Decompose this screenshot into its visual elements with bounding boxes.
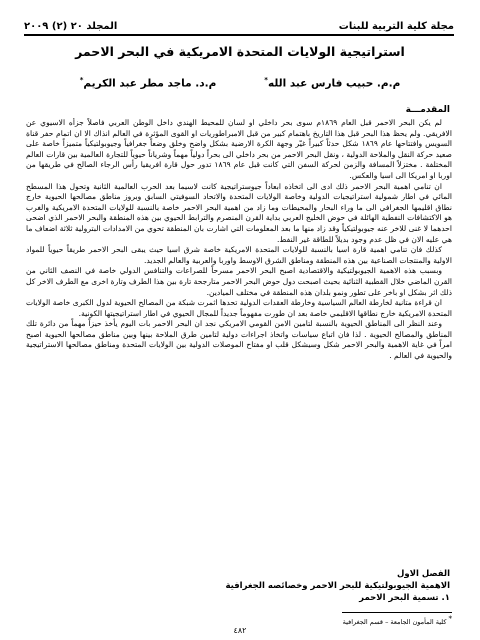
running-header bbox=[24, 14, 454, 32]
paragraph: ان قراءة متانية لخارطة العالم السياسية وخارطة العقدات الدولية تحدها اثمرت شبكة من المصالح الحيوية لدول الكبرى خاصة الولايات المتحدة الامريكية خارج نطاقها الاقليمي خاصة بعد ان طورت مفهوماً جديداً للمجال الحيوي في اطار استراتيجيتها الكونية. bbox=[26, 298, 452, 318]
paragraph: وعند النظر الى المناطق الحيوية بالنسبة لتامين الامن القومي الامريكي نجد ان البحر الاحمر بات اليوم يأخذ حيزاً مهماً من دائرة تلك المناطق والمصالح الحيوية . لذا فان اتباع سياسات واتخاذ اجراءات دولية لتامين طرق الملاحة بينها وبين مناطق مصالحها الحيوية اصبح امراً في غاية الاهمية والبحر الاحمر شكل وسيشكل قلب او مفتاح الموصلات الدولية بين الولايات المتحدة ومناطق مصالحها الاستراتيجية والحيوية في العالم . bbox=[26, 319, 452, 361]
intro-heading: المقدمـــة bbox=[405, 105, 450, 115]
body-text bbox=[26, 118, 452, 568]
paragraph: كذلك فان تنامي اهمية قارة اسيا بالنسبة للولايات المتحدة الامريكية خاصة شرق اسيا حيث يبقى البحر الاحمر طريقاً حيوياً للمواد الاولية والمنتجات الصناعية بين هذه المنطقة ومناطق الشرق الاوسط واوربا والعربية والعالم الجديد. bbox=[26, 245, 452, 265]
journal-name: مجلة كلية التربية للبنات bbox=[338, 21, 454, 32]
article-title: استراتيجية الولايات المتحدة الامريكية في البحر الاحمر bbox=[75, 44, 405, 59]
author-line bbox=[40, 76, 440, 90]
chapter-title: الاهمية الجيوبولتيكية للبحر الاحمر وخصائصه الجغرافية bbox=[225, 581, 450, 591]
chapter-block bbox=[225, 568, 450, 604]
author-second: م.د. ماجد مطر عبد الكريم* bbox=[79, 76, 217, 90]
footnote-marker: * bbox=[79, 76, 84, 84]
header-rule bbox=[24, 34, 454, 36]
paragraph: لم يكن البحر الاحمر قبل العام ١٨٦٩م سوى بحر داخلي او لسان للمحيط الهندي داخل الوطن العربي فاصلاً جزأه الاسيوي عن الافريقي. ولم يحظ هذا البحر قبل هذا التاريخ باهتمام كبير من قبل الامبراطوريات او القوى المؤثرة في العالم انذاك الا ان اتمام حفر قناة السويس وافتتاحها عام ١٨٦٩ شكل حدثاً كبيراً غيّر وجهة الكرة الارضية بشكل واضح وخلق وضعاً جغرافياً وجيوبولتيكياً متميزاً خاصة على صعيد حركة النقل والملاحة الدولية ، ونقل البحر الاحمر من بحر داخلي الى بحراً دولياً مهماً وشرياناً حيوياً للتجارة العالمية بين قارات العالم المختلفة . مختزلاً المسافة والزمن لحركة السفن التي كانت قبل عام ١٨٦٩ تدور حول قارة افريقيا رأس الرجاء الصالح في طريقها من اوربا او امريكا الى اسيا والعكس. bbox=[26, 118, 452, 180]
paragraph: ان تنامي اهمية البحر الاحمر ذلك ادى الى اتخاذه ابعاداً جيوستراتيجية كانت لاسيما بعد الحرب العالمية الثانية وتحول هذا المسطح المائي في اطار شمولية استراتيجيات الدولية وخاصة الولايات المتحدة والاتحاد السوفيتي السابق وبروز مناطق مصالحها الحيوية خارج نطاق اقليمها الجغرافي الى ما وراء البحار والمحيطات وما زاد من اهمية البحر الاحمر خاصة بالنسبة للولايات المتحدة الامريكية والغرب هو الاكتشافات النفطية الهائلة في حوض الخليج العربي بداية القرن المنصرم والترابط الحيوي بين هذه المنطقة والبحر الاحمر الذي اضحى احدهما لا غنى للاخر عنه جيوبولتيكياً وقد زاد منها ما بعد المعلومات التي اشارت بان المنطقة تحوي من الامدادات البترولية ثلاثة اضعاف ما هي عليه الان في ظل عدم وجود بديلاً للطاقة غير النفط. bbox=[26, 181, 452, 244]
paragraph: وبسبب هذه الاهمية الجيوبولتيكية والاقتصادية اصبح البحر الاحمر مسرحاً للصراعات والتنافس الدولي خاصة في النصف الثاني من القرن الماضي خلال القطبية الثنائية بحيث اصبحت دول حوض البحر الاحمر متارجحة تارة بين هذا الطرف وتارة اخرى مع الطرف الاخر كل ذلك اثر بشكل او باخر على تطور ونمو بلدان هذه المنطقة في مختلف الميادين. bbox=[26, 266, 452, 297]
footnote-rule bbox=[342, 612, 452, 613]
section-heading: ١. تسمية البحر الاحمر bbox=[359, 593, 450, 603]
footnote-marker: * bbox=[264, 76, 268, 84]
author-first: م.م. حبيب فارس عبد الله* bbox=[264, 76, 401, 90]
footnote-marker: * bbox=[448, 615, 452, 623]
chapter-label: الفصل الاول bbox=[396, 569, 450, 579]
page-number: ٤٨٢ bbox=[233, 626, 247, 635]
volume-info: المجلد ٢٠ (٢) ٢٠٠٩ bbox=[24, 21, 118, 32]
footnote: * كلية المأمون الجامعة – قسم الجغرافية bbox=[342, 615, 452, 627]
